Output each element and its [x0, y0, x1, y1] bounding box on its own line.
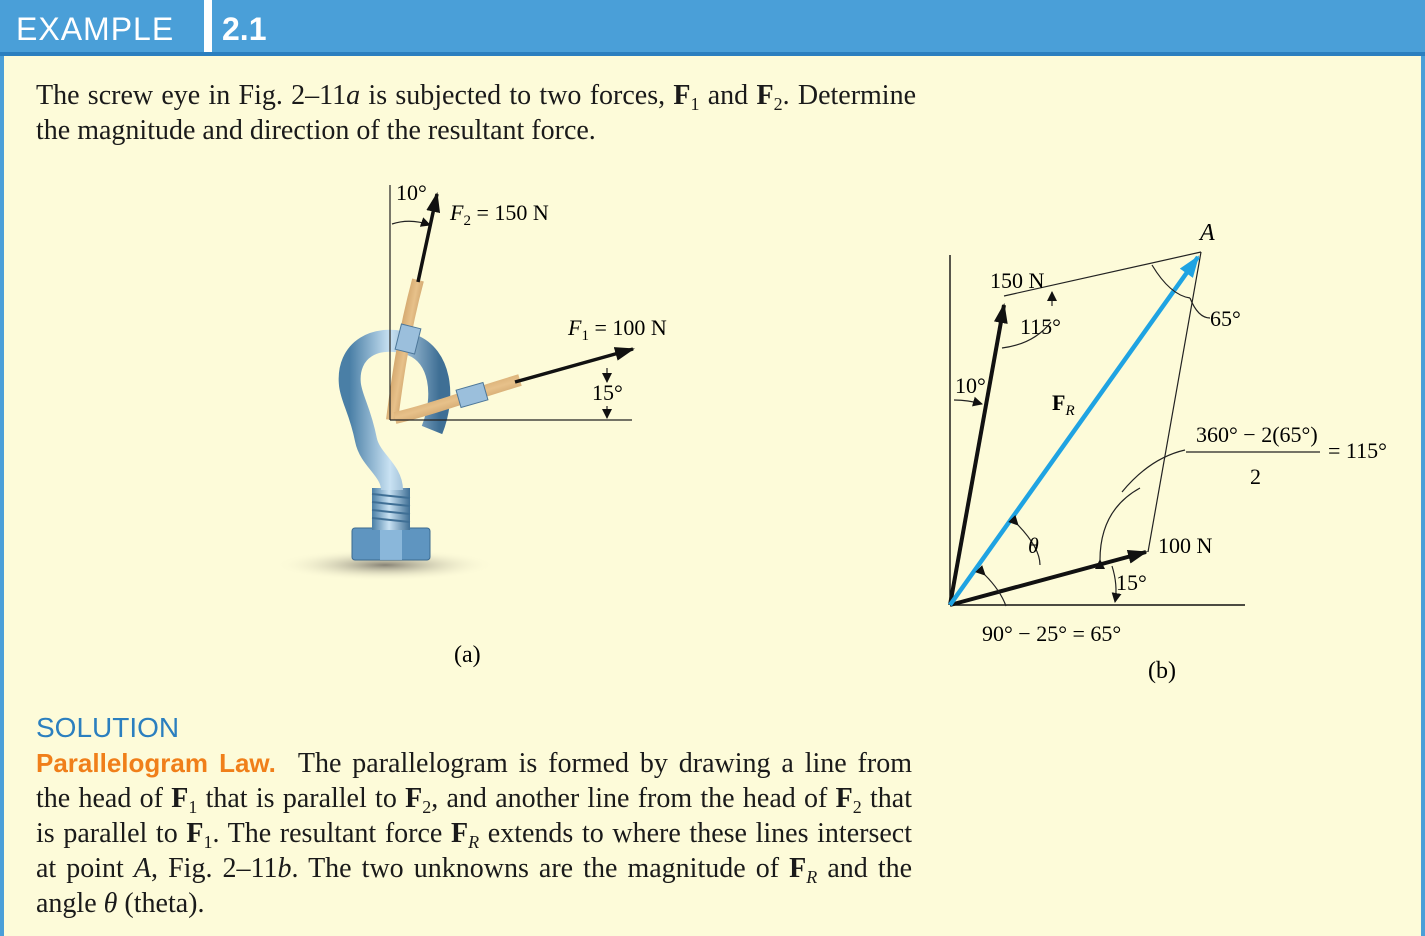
angle-arc-10-b	[954, 400, 982, 404]
label-100n: 100 N	[1158, 533, 1213, 558]
sol-fr-sub: R	[468, 832, 480, 852]
intro-text-1: The screw eye in Fig. 2–11	[36, 80, 347, 111]
f1-label: $F_1 = 100$ N	[568, 315, 667, 344]
label-10-b: 10°	[955, 373, 986, 398]
intro-f2-sub: 2	[773, 94, 783, 114]
example-number: 2.1	[222, 11, 267, 47]
sol-f1-sub: 1	[188, 797, 198, 817]
intro-f2-symbol: F	[756, 80, 774, 111]
intro-f1-symbol: F	[673, 80, 691, 111]
force-f2-arrow	[418, 194, 437, 282]
sol-f2-symbol-b: F	[835, 783, 853, 814]
force-f1-arrow	[515, 349, 633, 382]
intro-text-3: and	[699, 80, 757, 111]
figure-b-caption: (b)	[1148, 658, 1176, 684]
intro-f1-sub: 1	[690, 94, 700, 114]
label-115-top: 115°	[1020, 314, 1061, 339]
solution-paragraph	[36, 746, 912, 921]
sol-fig-letter: b	[277, 853, 292, 884]
label-fr: $F_R$	[1052, 390, 1075, 419]
vector-150n	[950, 305, 1004, 605]
ferrule-f1	[456, 382, 488, 407]
point-a-label: A	[1200, 220, 1215, 246]
example-label: EXAMPLE	[16, 11, 175, 47]
sol-fr-symbol-b: F	[789, 853, 807, 884]
sol-f1-symbol: F	[171, 783, 189, 814]
parallelogram-law-lead: Parallelogram Law.	[36, 748, 276, 778]
rope-f1	[395, 380, 520, 418]
figure-a-caption: (a)	[454, 642, 481, 668]
figure-b	[950, 220, 1387, 684]
sol-text-3: , and another line from the head of	[431, 783, 836, 814]
angle-arc-10-a	[392, 221, 430, 225]
sol-f1-symbol-b: F	[186, 818, 204, 849]
sol-text-1: The parallelogram is formed by drawing a line from the head of	[36, 748, 912, 814]
sol-text-7: , Fig. 2–11	[151, 853, 278, 884]
angle-arc-115-bottom	[1100, 488, 1140, 560]
sol-text-5: . The resultant force	[212, 818, 452, 849]
sol-point-a: A	[133, 853, 152, 884]
fraction-result: = 115°	[1328, 438, 1387, 463]
solution-heading: SOLUTION	[36, 712, 180, 743]
sol-text-9: and the angle	[36, 853, 913, 919]
sol-text-2: that is parallel to	[197, 783, 406, 814]
sol-f2-symbol: F	[405, 783, 423, 814]
label-15-b: 15°	[1116, 570, 1147, 595]
label-150n: 150 N	[990, 268, 1045, 293]
fraction-denominator: 2	[1250, 464, 1261, 489]
sol-f2-sub: 2	[422, 797, 432, 817]
angle-arc-65-leader	[1190, 298, 1210, 318]
figure-a	[275, 180, 667, 668]
sol-fr-symbol: F	[451, 818, 469, 849]
intro-text-2: is subjected to two forces,	[360, 80, 674, 111]
intro-text-4: . Determine the magnitude and direction of the resultant force.	[36, 80, 917, 146]
label-65-top: 65°	[1210, 306, 1241, 331]
sol-text-8: . The two unknowns are the magnitude of	[291, 853, 790, 884]
intro-fig-letter: a	[346, 80, 361, 111]
sol-f2-sub-b: 2	[852, 797, 862, 817]
sol-fr-sub-b: R	[806, 867, 818, 887]
sol-text-6: extends to where these lines intersect at point	[36, 818, 912, 884]
sol-theta: θ	[103, 888, 118, 919]
theta-label: θ	[1028, 533, 1039, 558]
nut-highlight	[380, 528, 402, 560]
parallel-line-right	[1148, 252, 1201, 552]
angle-10-label-a: 10°	[396, 180, 427, 205]
sol-f1-sub-b: 1	[203, 832, 213, 852]
fraction-numerator: 360° − 2(65°)	[1196, 422, 1318, 447]
angle-15-label-a: 15°	[592, 380, 623, 405]
label-bottom-equation: 90° − 25° = 65°	[982, 621, 1122, 646]
f2-label: $F_2 = 150$ N	[450, 200, 549, 229]
sol-text-10: (theta).	[117, 888, 205, 919]
fraction-leader-line	[1122, 450, 1185, 492]
sol-text-4: that is parallel to	[36, 783, 912, 849]
